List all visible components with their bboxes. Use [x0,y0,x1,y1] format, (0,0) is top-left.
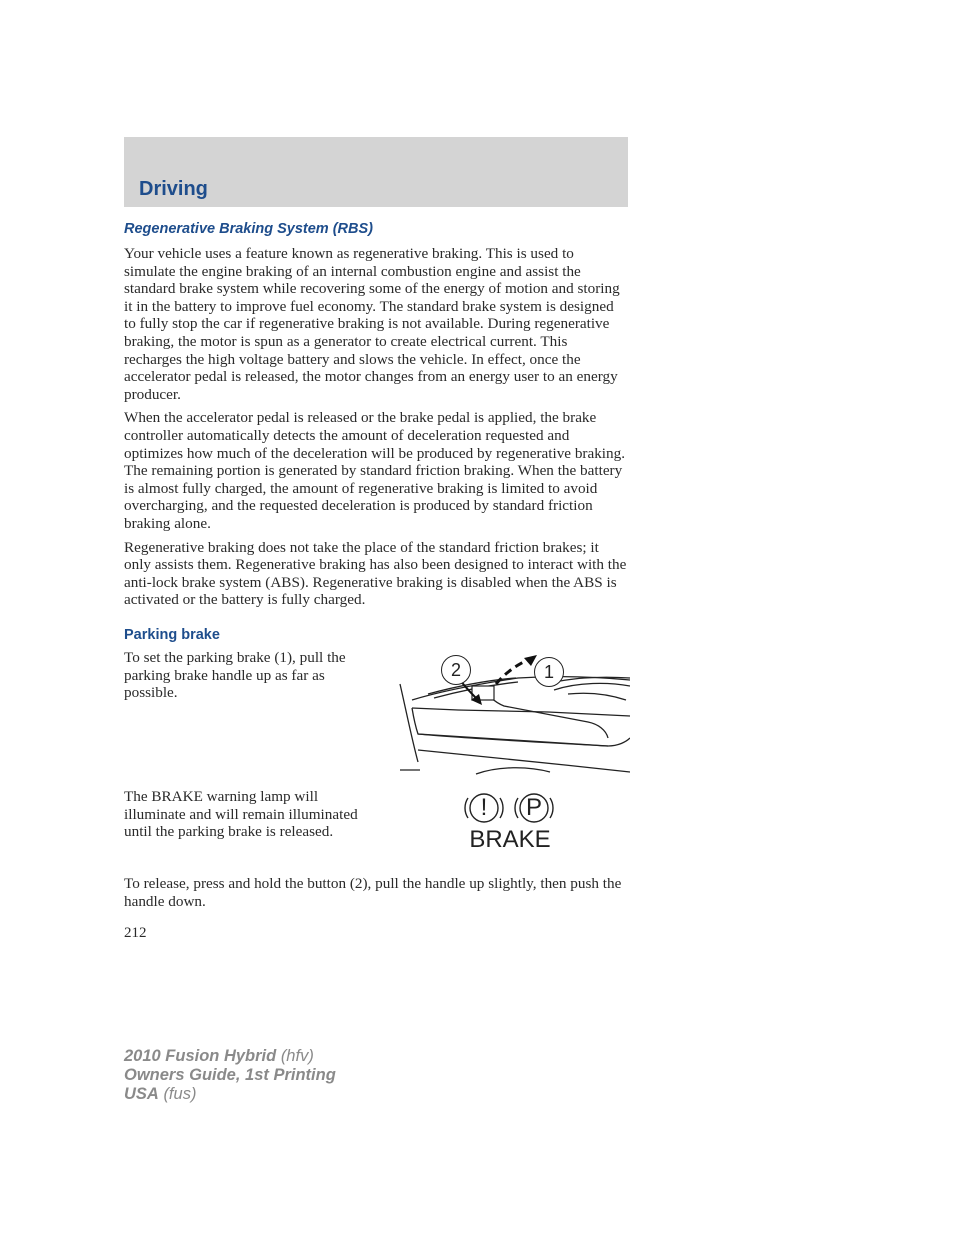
page-number: 212 [124,925,147,941]
lamp-p-symbol: P [525,794,542,821]
document-footer [124,1047,336,1104]
parking-brake-illustration [398,650,630,780]
lamp-exclamation-symbol: ! [480,794,488,821]
callout-2-circle [441,655,471,685]
parking-heading: Parking brake [124,627,220,643]
brake-warning-lamp-icon [462,790,558,854]
parking-set-text: To set the parking brake (1), pull the parking brake handle up as far as possible. [124,649,346,702]
rbs-paragraph-3: Regenerative braking does not take the place of the standard friction brakes; it only assists them. Regenerative braking has also been designed to interact with the anti-lock brake system (ABS). Regenerative braking is disabled when the ABS is activated or the battery is fully charged. [124,538,627,609]
callout-2-label: 2 [450,660,461,680]
section-header-band [124,137,628,207]
footer-model-code: (hfv) [280,1047,314,1065]
lamp-brake-label: BRAKE [469,826,551,853]
rbs-paragraph-2: When the accelerator pedal is released or the brake pedal is applied, the brake controller automatically detects the amount of deceleration requested and optimizes how much of the deceleration will be produced by regenerative braking. The remaining portion is generated by standard friction braking. When the battery is almost fully charged, the amount of regenerative braking is limited to avoid overcharging, and the requested deceleration is produced by standard friction braking alone. [124,409,626,532]
footer-model: 2010 Fusion Hybrid [124,1047,277,1065]
footer-printing: Owners Guide, 1st Printing [124,1066,336,1084]
footer-market-code: (fus) [163,1085,197,1103]
callout-1-circle [534,657,564,687]
rbs-section [124,221,628,609]
parking-heading-block [124,627,628,643]
section-title: Driving [139,178,208,200]
parking-release-text: To release, press and hold the button (2), pull the handle up slightly, then push the handle down. [124,875,622,910]
rbs-paragraph-1: Your vehicle uses a feature known as regenerative braking. This is used to simulate the engine braking of an internal combustion engine and assist the standard brake system while recovering some of the energy of motion and storing it in the battery to improve fuel economy. The standard brake system is designed to fully stop the car if regenerative braking is not available. During regenerative braking, the motor is spun as a generator to create electrical current. This recharges the high voltage battery and slows the vehicle. In effect, once the accelerator pedal is released, the motor changes from an energy user to an energy producer. [124,245,620,403]
parking-lamp-text: The BRAKE warning lamp will illuminate and will remain illuminated until the parking brake is released. [124,788,358,841]
parking-release-block [124,875,628,910]
callout-1-label: 1 [543,662,554,682]
rbs-heading: Regenerative Braking System (RBS) [124,221,373,237]
footer-market: USA [124,1085,159,1103]
